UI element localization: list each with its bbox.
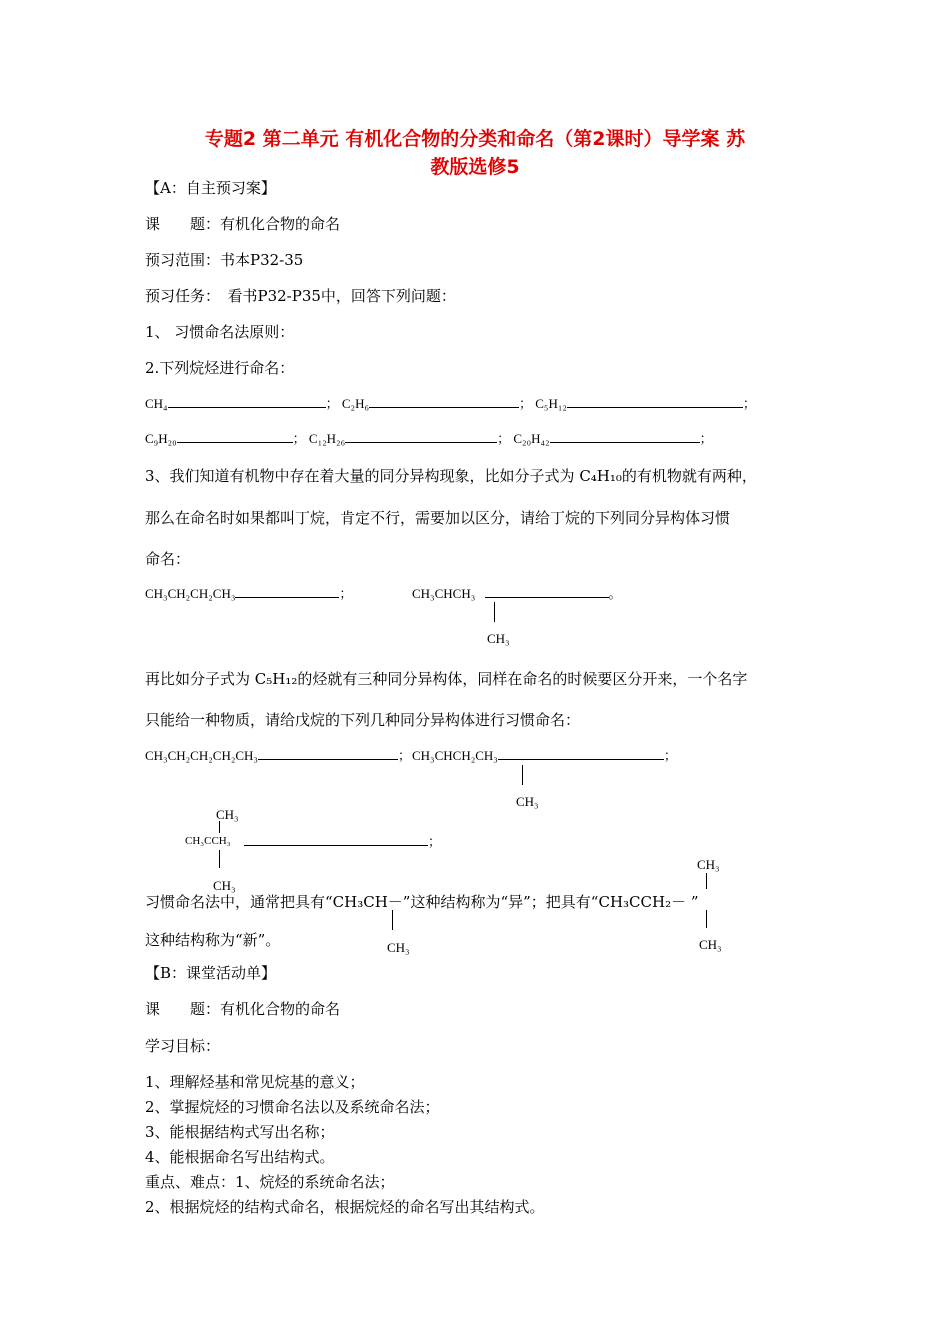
goal-item: 2、掌握烷烃的习惯命名法以及系统命名法； <box>145 1098 440 1116</box>
structural-formula: CH₃CH₂CH₂CH₃ <box>145 586 236 601</box>
separator: ； <box>292 431 306 446</box>
answer-blank[interactable] <box>244 833 428 846</box>
pentane-intro-line-1: 再比如分子式为 C₅H₁₂的烃就有三种同分异构体，同样在命名的时候要区分开来，一个名字 <box>145 670 748 688</box>
neo-top-methyl: CH₃ <box>216 807 239 822</box>
separator: ； <box>518 396 532 411</box>
document-title-line-2: 教版选修5 <box>430 156 520 178</box>
document-title-line-1: 专题2 第二单元 有机化合物的分类和命名（第2课时）导学案 苏 <box>204 128 746 150</box>
preview-range: 预习范围：书本P32-35 <box>145 251 304 269</box>
answer-blank[interactable] <box>258 747 398 760</box>
section-a-heading: 【A：自主预习案】 <box>145 179 276 197</box>
pentane-intro-line-2: 只能给一种物质，请给戊烷的下列几种同分异构体进行习惯命名： <box>145 711 581 729</box>
answer-blank[interactable] <box>550 430 700 443</box>
answer-blank[interactable] <box>177 430 293 443</box>
iso-neo-explanation-line-2: 这种结构称为“新”。 <box>145 931 281 949</box>
question-1: 1、 习惯命名法原则： <box>145 323 295 341</box>
question-3-line-1: 3、我们知道有机物中存在着大量的同分异构现象，比如分子式为 C₄H₁₀的有机物就有两种， <box>145 467 757 485</box>
goal-item: 1、理解烃基和常见烷基的意义； <box>145 1073 365 1091</box>
separator: ； <box>699 431 713 446</box>
formula-c12h26: C₁₂H₂₆ <box>308 431 346 446</box>
branch-methyl: CH₃ <box>487 631 510 646</box>
formula-c9h20: C₉H₂₀ <box>145 431 177 446</box>
separator: ； <box>325 396 339 411</box>
neo-bottom-methyl: CH₃ <box>213 878 236 893</box>
answer-blank[interactable] <box>498 747 664 760</box>
pentane-iso <box>412 747 677 765</box>
bond-line <box>392 910 393 930</box>
goals-title: 学习目标： <box>145 1037 221 1055</box>
topic-line-b: 课 题：有机化合物的命名 <box>145 1000 341 1018</box>
neo-group-bottom-methyl: CH₃ <box>699 937 722 952</box>
bond-line <box>494 602 495 622</box>
formula-ch4: CH₄ <box>145 396 168 411</box>
separator: ； <box>663 748 677 763</box>
answer-blank[interactable] <box>235 585 339 598</box>
formula-c5h12: C₅H₁₂ <box>535 396 567 411</box>
butane-normal <box>145 585 352 603</box>
neo-group-top-methyl: CH₃ <box>697 857 720 872</box>
bond-line <box>522 765 523 785</box>
bond-line <box>706 910 707 928</box>
structural-formula: CH₃CCH₃ <box>185 835 231 847</box>
end-mark: 。 <box>608 586 622 601</box>
key-points: 重点、难点：1、烷烃的系统命名法； <box>145 1173 395 1191</box>
key-points-2: 2、根据烷烃的结构式命名，根据烷烃的命名写出其结构式。 <box>145 1198 545 1216</box>
answer-blank[interactable] <box>369 395 519 408</box>
question-3-line-2: 那么在命名时如果都叫丁烷，肯定不行，需要加以区分，请给丁烷的下列同分异构体习惯 <box>145 509 731 527</box>
section-b-heading: 【B：课堂活动单】 <box>145 964 277 982</box>
preview-task: 预习任务： 看书P32-P35中，回答下列问题： <box>145 287 456 305</box>
branch-methyl: CH₃ <box>516 794 539 809</box>
structural-formula: CH₃CHCH₂CH₃ <box>412 748 498 763</box>
bond-line <box>706 873 707 889</box>
separator: ； <box>339 586 353 601</box>
structural-formula: CH₃CHCH₃ <box>412 586 476 601</box>
iso-neo-explanation: 习惯命名法中，通常把具有“CH₃CH－”这种结构称为“异”；把具有“CH₃CCH₂－ ” <box>145 893 699 911</box>
separator: ； <box>428 834 442 849</box>
pentane-normal <box>145 747 411 765</box>
structural-formula: CH₃CH₂CH₂CH₂CH₃ <box>145 748 258 763</box>
formula-c2h6: C₂H₆ <box>341 396 369 411</box>
separator: ； <box>742 396 756 411</box>
iso-group-branch-methyl: CH₃ <box>387 940 410 955</box>
formula-row-2 <box>145 430 713 448</box>
bond-line <box>219 821 220 833</box>
separator: ； <box>497 431 511 446</box>
butane-iso <box>412 585 622 603</box>
answer-blank[interactable] <box>485 585 609 598</box>
goal-item: 4、能根据命名写出结构式。 <box>145 1148 335 1166</box>
formula-row-1 <box>145 395 756 413</box>
goal-item: 3、能根据结构式写出名称； <box>145 1123 335 1141</box>
neopentane <box>185 833 231 849</box>
separator: ； <box>397 748 411 763</box>
answer-blank[interactable] <box>168 395 326 408</box>
formula-c20h42: C₂₀H₄₂ <box>513 431 550 446</box>
bond-line <box>219 850 220 868</box>
question-2: 2.下列烷烃进行命名： <box>145 359 295 377</box>
topic-line: 课 题：有机化合物的命名 <box>145 215 341 233</box>
answer-blank[interactable] <box>345 430 497 443</box>
answer-blank[interactable] <box>567 395 743 408</box>
neopentane-answer <box>244 833 441 851</box>
question-3-line-3: 命名： <box>145 550 191 568</box>
